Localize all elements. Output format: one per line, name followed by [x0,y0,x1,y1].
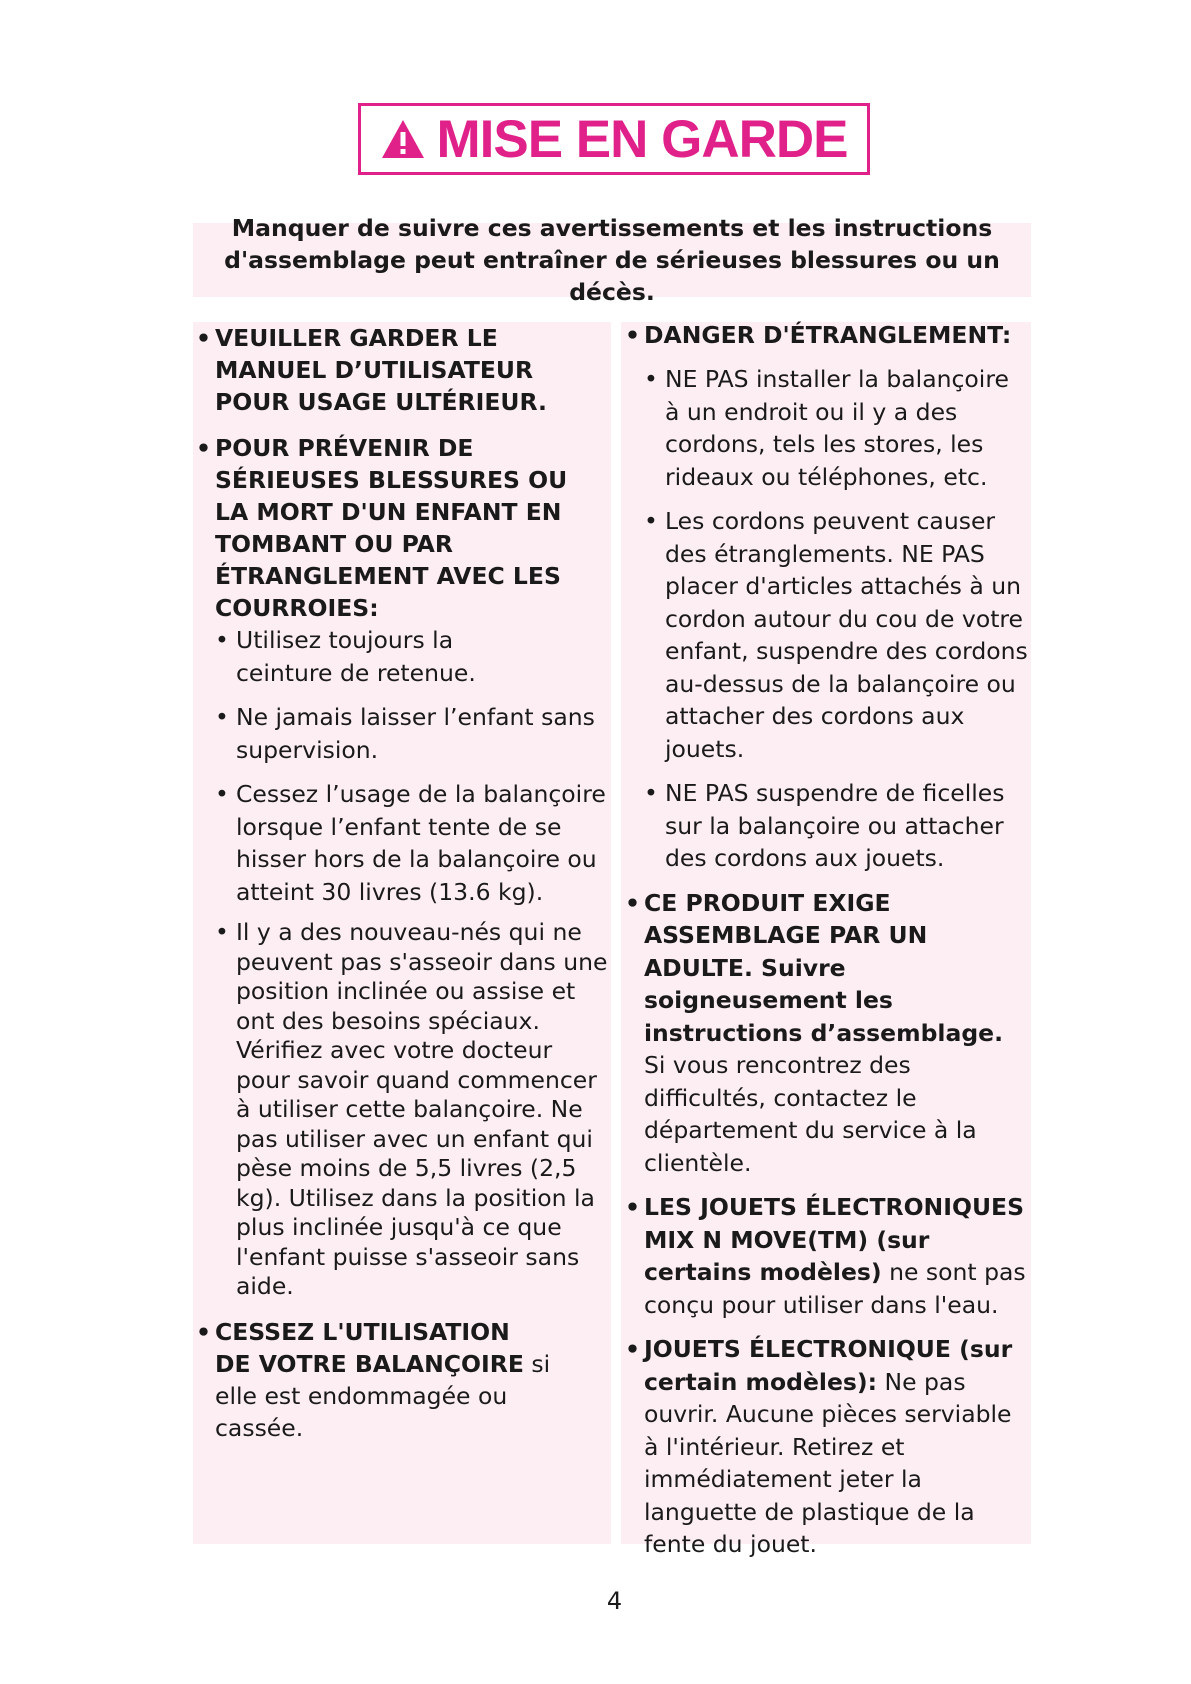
page-title: MISE EN GARDE [436,109,848,169]
bullet: • [215,780,229,808]
right-column [621,321,1031,1558]
list-item-text: Les cordons peuvent causer des étranglements. NE PAS placer d'articles attachés à un cordon autour du cou de votre enfant, suspendre des cordons au-dessus de la balançoire ou attacher des cordons aux jouets. [665,507,1028,763]
section-electronic-toys-open [625,1333,1031,1561]
list-item [215,701,611,766]
section-prevent-injury [196,432,611,1302]
list-item-text: NE PAS installer la balançoire à un endroit ou il y a des cordons, tels les stores, les rideaux ou téléphones, etc. [665,365,1009,491]
bullet: • [644,365,658,393]
bullet: • [625,888,641,917]
section-electronic-toys-water [625,1191,1031,1321]
intro-line-1: Manquer de suivre ces avertissements et les instructions [231,214,993,242]
bullet: • [215,703,229,731]
section-heading: LES JOUETS ÉLECTRONIQUES MIX N MOVE(TM) (sur certains modèles) [644,1193,1025,1286]
section-text: Si vous rencontrez des difficultés, contactez le département du service à la clientèle. [644,1051,977,1177]
bullet: • [196,434,212,462]
bullet: • [625,1335,641,1363]
bullet: • [644,507,658,535]
list-item-text: Ne jamais laisser l’enfant sans supervision. [236,703,595,764]
warning-triangle-icon [380,118,426,160]
list-item-text: Il y a des nouveau-nés qui ne peuvent pas s'asseoir dans une position inclinée ou assise et ont des besoins spéciaux. Vérifiez avec votre docteur pour savoir quand commencer à utiliser cette balançoire. Ne pas utiliser avec un enfant qui pèse moins de 5,5 livres (2,5 kg). Utilisez dans la position la plus inclinée jusqu'à ce que l'enfant puisse s'asseoir sans aide. [236,918,608,1300]
bullet: • [625,321,641,349]
bullet: • [625,1193,641,1221]
section-text: si elle est endommagée ou cassée. [215,1349,551,1442]
list-item-text: Cessez l’usage de la balançoire lorsque l’enfant tente de se hisser hors de la balançoire ou atteint 30 livres (13.6 kg). [236,780,606,906]
bullet: • [196,1317,212,1346]
section-keep-manual [196,322,611,418]
section-heading: POUR PRÉVENIR DE SÉRIEUSES BLESSURES OU LA MORT D'UN ENFANT EN TOMBANT OU PAR ÉTRANGLEMENT AVEC LES COURROIES: [215,434,568,622]
warning-title-box [358,103,870,175]
list-item-text: NE PAS suspendre de ficelles sur la balançoire ou attacher des cordons aux jouets. [665,779,1005,872]
section-heading: JOUETS ÉLECTRONIQUE (sur certain modèles): [644,1335,1013,1396]
left-column [193,322,611,1544]
bullet: • [215,626,229,654]
bullet: • [215,918,229,946]
list-item [644,777,1031,875]
section-heading: DANGER D'ÉTRANGLEMENT: [644,321,1012,349]
bullet: • [196,324,212,352]
section-heading: CESSEZ L'UTILISATION DE VOTRE BALANÇOIRE [215,1317,524,1378]
list-item [644,363,1031,493]
section-text: ne sont pas conçu pour utiliser dans l'eau. [644,1258,1026,1319]
section-heading: VEUILLER GARDER LE MANUEL D’UTILISATEUR POUR USAGE ULTÉRIEUR. [215,324,547,416]
list-item [215,778,611,908]
list-item [644,505,1031,765]
section-stop-use [196,1316,611,1444]
intro-line-2: d'assemblage peut entraîner de sérieuses blessures ou un décès. [224,246,1000,306]
page-number: 4 [606,1587,623,1615]
section-text: Ne pas ouvrir. Aucune pièces serviable à l'intérieur. Retirez et immédiatement jeter la languette de plastique de la fente du jouet. [644,1367,1012,1558]
section-strangulation [625,319,1031,875]
section-heading: CE PRODUIT EXIGE ASSEMBLAGE PAR UN ADULTE. Suivre soigneusement les instructions d’assemblage. [644,888,1004,1047]
list-item-text: Utilisez toujours la ceinture de retenue. [236,626,476,687]
section-adult-assembly [625,887,1031,1180]
list-item [215,918,611,1302]
bullet: • [644,779,658,807]
intro-warning [193,214,1031,306]
list-item [215,624,611,689]
